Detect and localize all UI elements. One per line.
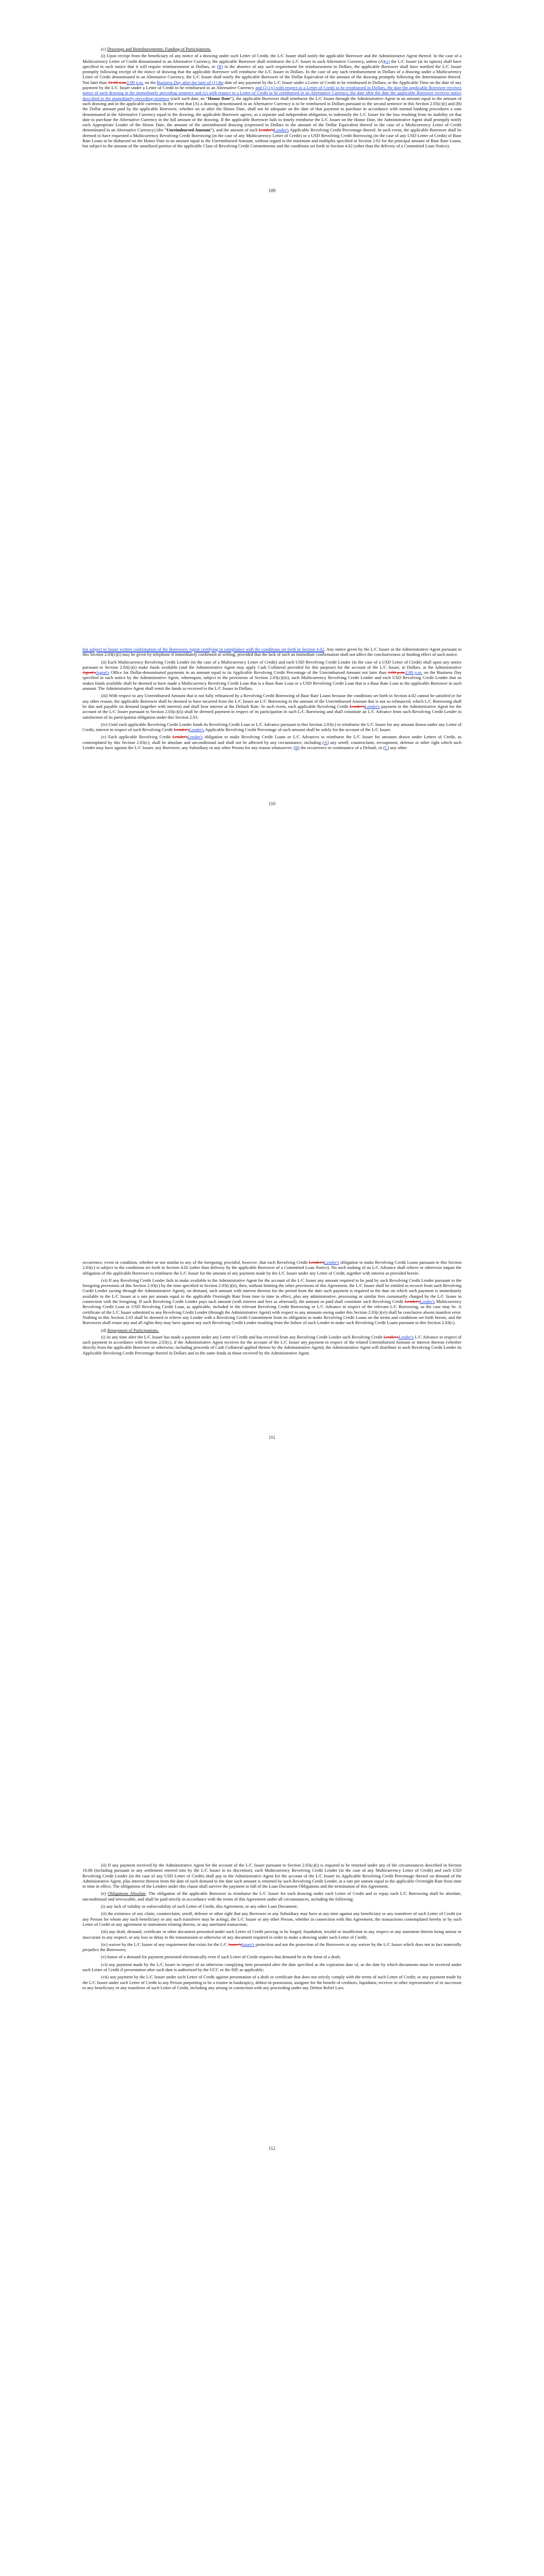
paragraph-c-v <box>83 734 461 750</box>
paragraph-e-ii <box>83 1911 461 1927</box>
text-run: payment to the Administrative Agent for the account of the L/C Issuer pursuant to Section 2.03(c)(ii) shall be deemed payment in respect of its participation in such L/C Borrowing and shall constitute an L/C Advance from such Revolving Credit Lender in satisfaction of its participation obligation under this Section 2.03. <box>83 703 461 720</box>
paragraph-continued <box>83 647 461 657</box>
text-run: (i) Upon receipt from the beneficiary of any notice of a drawing under such Letter of Credit, the L/C Issuer shall notify the applicable Borrower and the Administrative Agent thereof. In the case of a Multicurrency Letter of Credit denominated in an Alternative Currency, the applicable Borrower shall reimburse the L/C Issuer in such Alternative Currency, unless (A) <box>83 53 461 64</box>
text-run: (i) any lack of validity or enforceability of such Letter of Credit, this Agreement, or any other Loan Document; <box>101 1904 298 1909</box>
heading-title: Obligations Absolute <box>107 1891 146 1896</box>
inserted-text: A <box>324 739 327 745</box>
text-run: (v) honor of a demand for payment presented electronically even if such Letter of Credit requires that demand be in the form of a draft; <box>101 1954 341 1960</box>
inserted-text: Agent's <box>95 670 109 675</box>
deleted-text: 11:00 a.m. <box>108 79 127 85</box>
text-run: on the Business Day specified in such notice by the Administrative Agent, whereupon, subject to the provisions of Section 2.03(c)(iii), each Multicurrency Revolving Credit Lender and each USD Revolving Credit Lender that so makes funds available shall be deemed to have made a Multicurrency Revolving Credit Loan that is a Base Rate Loan or a USD Revolving Credit Loan that is a Base Rate Loan to the applicable Borrower in such amount. The Administrative Agent shall remit the funds so received to the L/C Issuer in Dollars. <box>83 670 461 691</box>
inserted-text: Issuer's <box>241 1941 255 1947</box>
inserted-text: Lender's <box>365 703 380 709</box>
page-body <box>83 647 461 750</box>
text-run: (iv) waiver by the L/C Issuer of any requirement that exists for the L/C <box>101 1941 228 1947</box>
paragraph-e-i <box>83 1904 461 1909</box>
inserted-text: (x) <box>384 58 390 64</box>
heading-number: (e) <box>101 1891 106 1896</box>
inserted-text: Lender's <box>187 734 203 740</box>
text-run: ) any other <box>387 745 407 751</box>
inserted-text: Lender's <box>419 1299 435 1304</box>
text-run: Multicurrency Revolving Credit Loan or USD Revolving Credit Loan, as applicable, included in the relevant Revolving Credit Borrowing or L/C Advance in respect of the relevant L/C Borrowing, as the case may be. A certificate of the L/C Issuer submitted to any Revolving Credit Lender (through the Administrative Agent) with respect to any amounts owing under this Section 2.03(c)(vi) shall be conclusive absent manifest error. Nothing in this Section 2.03 shall be deemed to relieve any Lender with a Revolving Credit Commitment from its obligation to make Revolving Credit Loans on the terms and conditions set forth herein, and the Borrowers shall retain any and all rights they may have against any such Revolving Credit Lender resulting from the failure of such Lender to make such Revolving Credit Loans pursuant to this Section 2.03(c). <box>83 1299 461 1326</box>
inserted-text: Lender's <box>324 1260 339 1265</box>
paragraph-d-ii <box>83 1862 461 1889</box>
defined-term: Honor Date <box>208 95 230 101</box>
page-body <box>83 1862 461 1990</box>
heading-title: Repayment of Participations. <box>107 1327 159 1333</box>
page-109 <box>0 46 544 193</box>
text-run: Applicable Revolving Credit Percentage thereof. In such event, the applicable Borrower shall be deemed to have requested a Multicurrency Revolving Credit Borrowing (in the case of any Multicurrency Letter of Credit) or a USD Revolving Credit Borrowing (in the case of any USD Letter of Credit) of Base Rate Loans to be disbursed on the Honor Date in an amount equal to the Unreimbursed Amount, without regard to the minimum and multiples specified in Section 2.02 for the principal amount of Base Rate Loans, but subject to the amount of the unutilized portion of the applicable Class of Revolving Credit Commitments and the conditions set forth in Section 4.02 (other than the delivery of a Committed Loan Notice). <box>83 127 461 149</box>
paragraph-d-i <box>83 1334 461 1355</box>
heading-number: (d) <box>101 1327 107 1333</box>
inserted-text: Lender's <box>399 1334 414 1340</box>
paragraph-e-vi <box>83 1962 461 1973</box>
text-run: date of any payment by the L/C Issuer under a Letter of Credit to be reimbursed in Dollars, or the Applicable Time on the date of any payment by the L/C Issuer under a Letter of Credit to be reimbursed in an Alternative Currency <box>83 79 461 91</box>
text-run: (vi) If any Revolving Credit Lender fails to make available to the Administrative Agent for the account of the L/C Issuer any amount required to be paid by such Revolving Credit Lender pursuant to the foregoing provisions of this Section 2.03(c) by the time specified in Section 2.03(c)(ii), then, without limiting the other provisions of this Agreement, the L/C Issuer shall be entitled to recover from such Revolving Credit Lender (acting through the Administrative Agent), on demand, such amount with interest thereon for the period from the date such payment is required to the date on which such payment is immediately available to the L/C Issuer at a rate per annum equal to the applicable Overnight Rate from time to time in effect, plus any administrative, processing or similar fees customarily charged by the L/C Issuer in connection with the foregoing. If such Revolving Credit Lender pays such amount (with interest and fees as aforesaid), the amount so paid shall constitute such Revolving Credit <box>83 1277 461 1304</box>
paragraph-e-vii <box>83 1974 461 1990</box>
paragraph-e-v <box>83 1954 461 1959</box>
deleted-text: Lender's <box>383 1334 399 1340</box>
text-run: L/C Advance in respect of such payment in accordance with Section 2.03(c), if the Administrative Agent receives for the account of the L/C Issuer any payment in respect of the related Unreimbursed Amount or interest thereon (whether directly from the applicable Borrower or otherwise, including proceeds of Cash Collateral applied thereto by the Administrative Agent), the Administrative Agent will distribute to such Revolving Credit Lender its Applicable Revolving Credit Percentage thereof in Dollars and in the same funds as those received by the Administrative Agent. <box>83 1334 461 1355</box>
text-run: (vii) any payment by the L/C Issuer under such Letter of Credit against presentation of a draft or certificate that does not strictly comply with the terms of such Letter of Credit; or any payment made by the L/C Issuer under such Letter of Credit to any Person purporting to be a trustee in bankruptcy, debtor-in-possession, assignee for the benefit of creditors, liquidator, receiver or other representative of or successor to any beneficiary or any transferee of such Letter of Credit, including any arising in connection with any proceeding under any Debtor Relief Law; <box>83 1974 461 1990</box>
inserted-text: 2:00 p.m. <box>405 670 423 675</box>
inserted-text: and (2) (x) with respect to a Letter of Credit to be reimbursed in Dollars, the date the applicable Borrower receives notice of such drawing in the immediately preceding sentence and (y) with respect to a Letter of Credit to be reimbursed in an Alternative Currency, the date after the date the applicable Borrower receives notice described in the immediately preceding sentence <box>83 85 461 101</box>
text-run: ) the occurrence or continuance of a Default, or ( <box>298 745 385 751</box>
inserted-text: Lender's <box>274 127 289 133</box>
deleted-text: Lender's <box>404 1299 420 1304</box>
inserted-text: B <box>295 745 299 751</box>
deleted-text: Lender's <box>258 127 274 133</box>
paragraph-e-iv <box>83 1942 461 1953</box>
section-heading-d <box>101 1328 461 1333</box>
text-run: (each such date, an “ <box>169 95 208 101</box>
inserted-text: Business Day after the later of (1) the <box>157 79 224 85</box>
text-run: . Any notice given by the L/C Issuer or the Administrative Agent pursuant to this Section 2.03(c)(i) may be given by telephone if immediately confirmed in writing; provided that the lack of such an immediate confirmation shall not affect the conclusiveness or binding effect of such notice. <box>83 647 461 657</box>
text-run: Applicable Revolving Credit Percentage of such amount shall be solely for the account of the L/C Issuer. <box>204 727 391 733</box>
paragraph-c-iii <box>83 693 461 719</box>
text-run: (ii) If any payment received by the Administrative Agent for the account of the L/C Issuer pursuant to Section 2.03(c)(i) is required to be returned under any of the circumstances described in Section 10.06 (including pursuant to any settlement entered into by the L/C Issuer in its discretion), each Multicurrency Revolving Credit Lender (in the case of any Multicurrency Letter of Credit) and each USD Revolving Credit Lender (in the case of any USD Letter of Credit) shall pay to the Administrative Agent for the account of the L/C Issuer its Applicable Revolving Credit Percentage thereof on demand of the Administrative Agent, plus interest thereon from the date of such demand to the date such amount is returned by such Revolving Credit Lender, at a rate per annum equal to the applicable Overnight Rate from time to time in effect. The obligations of the Lenders under this clause shall survive the payment in full of the Loan Document Obligations and the termination of this Agreement. <box>83 1862 461 1889</box>
text-run: Office for Dollar-denominated payments in an amount equal to its Applicable Revolving Credit Percentage of the Unreimbursed Amount not later than <box>109 670 388 675</box>
defined-term: Unreimbursed Amount <box>166 127 211 133</box>
text-run: ”), the applicable Borrower shall reimburse the L/C Issuer through the Administrative Agent in an amount equal to the amount of such drawing and in the applicable currency. In the event that (A) a drawing denominated in an Alternative Currency is to be reimbursed in Dollars pursuant to the second sentence in this Section 2.03(c)(i) and (B) the Dollar amount paid by the applicable Borrower, whether on or after the Honor Date, shall not be adequate on the date of that payment to purchase in accordance with normal banking procedures a sum denominated in the Alternative Currency equal to the drawing, the applicable Borrower agrees, as a separate and independent obligation, to indemnify the L/C Issuer for the loss resulting from its inability on that date to purchase the Alternative Currency in the full amount of the drawing. If the applicable Borrower fails to timely reimburse the L/C Issuer on the Honor Date, the Administrative Agent shall promptly notify each Appropriate Lender of the Honor Date, the amount of the unreimbursed drawing (expressed in Dollars in the amount of the Dollar Equivalent thereof in the case of a Multicurrency Letter of Credit denominated in an Alternative Currency) (the “ <box>83 95 461 133</box>
page-110 <box>0 647 544 806</box>
text-run: , that each Revolving Credit <box>257 1260 309 1265</box>
text-run: ) any setoff, counterclaim, recoupment, defense or other right which such Lender may have against the L/C Issuer, any Borrower, any Subsidiary or any other Person for any reason whatsoever, ( <box>83 739 461 751</box>
text-run: (i) At any time after the L/C Issuer has made a payment under any Letter of Credit and has received from any Revolving Credit Lender such Revolving Credit <box>101 1334 384 1340</box>
text-run: (vi) any payment made by the L/C Issuer in respect of an otherwise complying item presented after the date specified as the expiration date of, or the date by which documents must be received under such Letter of Credit if presentation after such date is authorized by the UCC or the ISP, as applicable; <box>83 1961 461 1973</box>
page-body <box>83 1334 461 1355</box>
page-body <box>83 53 461 148</box>
text-run: protection and not the protection of the Borrowers or any waiver by the L/C Issuer which does not in fact materially prejudice the Borrowers; <box>83 1941 461 1953</box>
text-run: (iv) Until each applicable Revolving Credit Lender funds its Revolving Credit Loan or L/C Advance pursuant to this Section 2.03(c) to reimburse the L/C Issuer for any amount drawn under any Letter of Credit, interest in respect of such Revolving Credit <box>83 721 461 733</box>
deleted-text: Agent's <box>83 670 96 675</box>
paragraph-continued <box>83 1260 461 1276</box>
text-run: on the <box>143 79 157 85</box>
italic-text: provided, however <box>224 1260 257 1265</box>
deleted-text: Lender's <box>172 734 188 740</box>
page-112 <box>0 1862 544 2151</box>
deleted-text: Lender's <box>174 727 189 733</box>
text-run: . The obligation of the applicable Borrower to reimburse the L/C Issuer for each drawing under each Letter of Credit and to repay each L/C Borrowing shall be absolute, unconditional and irrevocable, and shall be paid strictly in accordance with the terms of this Agreement under all circumstances, including the following: <box>83 1891 461 1902</box>
deleted-text: 1:00 p.m. <box>388 670 405 675</box>
paragraph-c-vi <box>83 1278 461 1326</box>
inserted-text: C <box>385 745 388 751</box>
heading-number: (c) <box>101 46 106 52</box>
inserted-text: (B) <box>217 63 223 69</box>
paragraph-c-ii <box>83 659 461 691</box>
page-111 <box>0 1260 544 1440</box>
deleted-text: Issuer's <box>228 1941 242 1947</box>
paragraph-e-iii <box>83 1929 461 1940</box>
text-run: (ii) the existence of any claim, counterclaim, setoff, defense or other right that any Borrower or any Subsidiary may have at any time against any beneficiary or any transferee of such Letter of Credit (or any Person for whom any such beneficiary or any such transferee may be acting), the L/C Issuer or any other Person, whether in connection with this Agreement, the transactions contemplated hereby or by such Letter of Credit or any agreement or instrument relating thereto, or any unrelated transaction; <box>83 1911 461 1927</box>
text-run: (ii) Each Multicurrency Revolving Credit Lender (in the case of a Multicurrency Letter of Credit) and each USD Revolving Credit Lender (in the case of a USD Letter of Credit) shall upon any notice pursuant to Section 2.03(c)(i) make funds available (and the Administrative Agent may apply Cash Collateral provided for this purpose) for the account of the L/C Issuer, in Dollars, at the Administrative <box>83 659 461 670</box>
text-run: (iii) With respect to any Unreimbursed Amount that is not fully refinanced by a Revolving Credit Borrowing of Base Rate Loans because the conditions set forth in Section 4.02 cannot be satisfied or for any other reason, the applicable Borrower shall be deemed to have incurred from the L/C Issuer an L/C Borrowing in the amount of the Unreimbursed Amount that is not so refinanced, which L/C Borrowing shall be due and payable on demand (together with interest) and shall bear interest at the Default Rate. In such event, each applicable Revolving Credit <box>83 693 461 709</box>
inserted-text: Lender's <box>189 727 204 733</box>
page-number: 111 <box>269 1435 275 1440</box>
text-run: ”), and the amount of such <box>210 127 259 133</box>
deleted-text: Lender's <box>308 1260 324 1265</box>
paragraph-e <box>83 1891 461 1902</box>
deleted-text: Lender's <box>350 703 365 709</box>
text-run: the L/C Issuer (at its option) shall have specified in such notice that it will require reimbursement in Dollars, or <box>83 58 461 69</box>
paragraph-c-i <box>83 53 461 148</box>
text-run: obligation to make Revolving Credit Loans pursuant to this Section 2.03(c) is subject to the conditions set forth in Section 4.02 (other than delivery by the applicable Borrower of a Committed Loan Notice). No such making of an L/C Advance shall relieve or otherwise impair the obligation of the applicable Borrower to reimburse the L/C Issuer for the amount of any payment made by the L/C Issuer under any Letter of Credit, together with interest as provided herein. <box>83 1260 461 1276</box>
inserted-text: 2:00 p.m. <box>126 79 144 85</box>
page-number: 109 <box>268 188 276 193</box>
text-run: occurrence, event or condition, whether or not similar to any of the foregoing; <box>83 1260 224 1265</box>
page-body <box>83 1260 461 1326</box>
text-run: in the absence of any such requirement for reimbursement in Dollars, the applicable Borrower shall have notified the L/C Issuer promptly following receipt of the notice of drawing that the applicable Borrower will reimburse the L/C Issuer in Dollars. In the case of any such reimbursement in Dollars of a drawing under a Multicurrency Letter of Credit denominated in an Alternative Currency, the L/C Issuer shall notify the applicable Borrower of the Dollar Equivalent of the amount of the drawing promptly following the determination thereof. Not later than <box>83 63 462 85</box>
text-run: obligation to make Revolving Credit Loans or L/C Advances to reimburse the L/C Issuer for amounts drawn under Letters of Credit, as contemplated by this Section 2.03(c), shall be absolute and unconditional and shall not be affected by any circumstance, including ( <box>83 734 461 745</box>
text-run: (iii) any draft, demand, certificate or other document presented under such Letter of Credit proving to be forged, fraudulent, invalid or insufficient in any respect or any statement therein being untrue or inaccurate in any respect; or any loss or delay in the transmission or otherwise of any document required in order to make a drawing under such Letter of Credit; <box>83 1929 461 1940</box>
paragraph-c-iv <box>83 722 461 733</box>
text-run: (v) Each applicable Revolving Credit <box>101 734 173 740</box>
page-number: 110 <box>268 801 276 806</box>
section-heading-c <box>101 46 461 52</box>
page-number: 112 <box>268 2146 276 2151</box>
inserted-text: but subject to Issuer written confirmation of the Borrowers Agent certifying in compliance with the conditions set forth in Section 4.02 <box>83 647 324 652</box>
heading-title: Drawings and Reimbursements; Funding of Participations. <box>107 46 211 52</box>
